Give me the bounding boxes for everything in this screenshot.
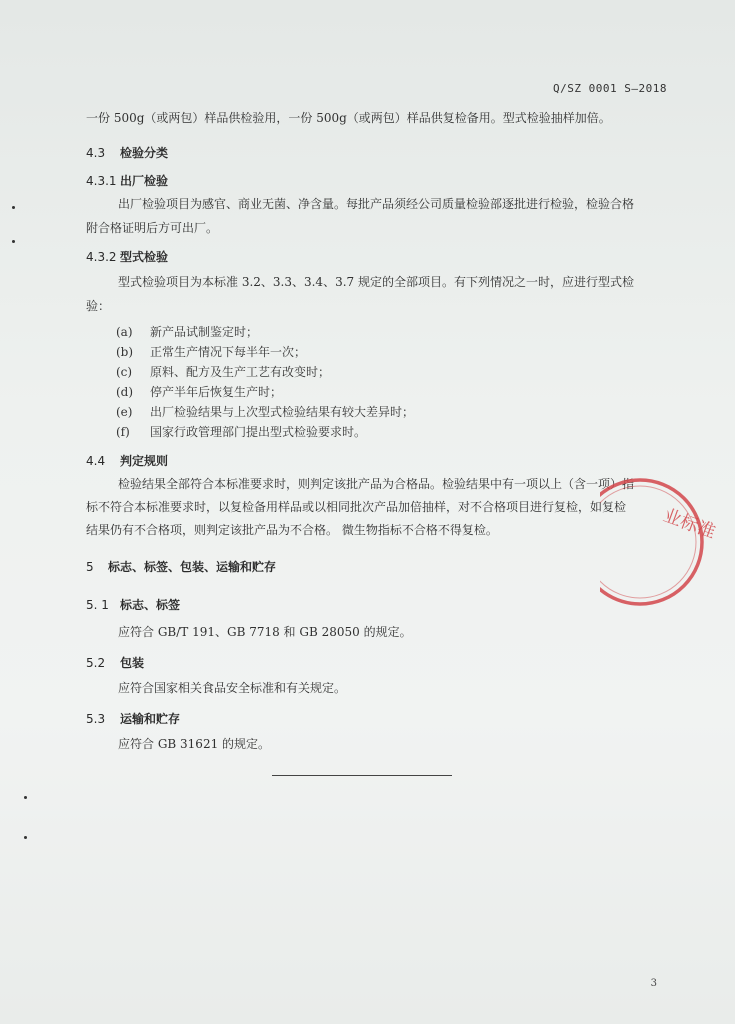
section-title: 标志、标签、包装、运输和贮存 xyxy=(108,560,277,574)
section-number: 4.4 xyxy=(86,454,106,468)
list-text: 正常生产情况下每半年一次； xyxy=(150,345,307,359)
list-item xyxy=(116,344,306,360)
paragraph-line: 应符合国家相关食品安全标准和有关规定。 xyxy=(118,681,347,695)
section-4-3-1-heading xyxy=(86,172,168,189)
section-number: 4.3.2 xyxy=(86,250,117,264)
section-title: 型式检验 xyxy=(120,250,169,264)
red-seal-stamp xyxy=(600,462,735,622)
list-marker: (a) xyxy=(116,325,133,339)
list-item xyxy=(116,324,258,340)
section-5-2-heading xyxy=(86,654,144,671)
paragraph-line: 结果仍有不合格项，则判定该批产品为不合格。 微生物指标不合格不得复检。 xyxy=(86,523,498,537)
section-4-3-heading xyxy=(86,144,168,161)
paragraph-line: 验： xyxy=(86,299,111,313)
list-item xyxy=(116,424,366,440)
section-4-4-heading xyxy=(86,452,168,469)
list-marker: (e) xyxy=(116,405,133,419)
list-text: 国家行政管理部门提出型式检验要求时。 xyxy=(150,425,367,439)
document-id: Q/SZ 0001 S—2018 xyxy=(553,82,667,95)
section-title: 检验分类 xyxy=(120,146,169,160)
paragraph-line: 应符合 GB 31621 的规定。 xyxy=(118,737,271,751)
section-title: 标志、标签 xyxy=(120,598,181,612)
scan-speck xyxy=(24,836,27,839)
section-number: 4.3 xyxy=(86,146,106,160)
paragraph-line: 应符合 GB/T 191、GB 7718 和 GB 28050 的规定。 xyxy=(118,625,412,639)
list-text: 出厂检验结果与上次型式检验结果有较大差异时； xyxy=(150,405,415,419)
paragraph-line: 型式检验项目为本标准 3.2、3.3、3.4、3.7 规定的全部项目。有下列情况之一时，应进行型式检 xyxy=(118,275,634,289)
end-rule xyxy=(272,775,452,776)
section-number: 5 xyxy=(86,560,94,574)
section-title: 判定规则 xyxy=(120,454,169,468)
paragraph-line: 出厂检验项目为感官、商业无菌、净含量。每批产品须经公司质量检验部逐批进行检验，检验合格 xyxy=(118,197,635,211)
list-text: 原料、配方及生产工艺有改变时； xyxy=(150,365,331,379)
section-5-3-heading xyxy=(86,710,180,727)
list-marker: (b) xyxy=(116,345,134,359)
scan-speck xyxy=(24,796,27,799)
list-text: 新产品试制鉴定时； xyxy=(150,325,259,339)
section-5-heading xyxy=(86,558,276,575)
page-number: 3 xyxy=(650,978,657,989)
section-title: 出厂检验 xyxy=(120,174,169,188)
list-marker: (c) xyxy=(116,365,133,379)
section-title: 运输和贮存 xyxy=(120,712,181,726)
list-item xyxy=(116,384,282,400)
list-marker: (f) xyxy=(116,425,130,439)
section-number: 4.3.1 xyxy=(86,174,117,188)
section-4-3-2-heading xyxy=(86,248,168,265)
section-5-1-heading xyxy=(86,596,180,613)
paragraph-line: 附合格证明后方可出厂。 xyxy=(86,221,219,235)
list-item xyxy=(116,404,414,420)
list-text: 停产半年后恢复生产时； xyxy=(150,385,283,399)
paragraph-line: 标不符合本标准要求时，以复检备用样品或以相同批次产品加倍抽样，对不合格项目进行复检，如复检 xyxy=(86,500,627,514)
section-title: 包装 xyxy=(120,656,145,670)
section-number: 5. 1 xyxy=(86,598,109,612)
paragraph-line: 检验结果全部符合本标准要求时，则判定该批产品为合格品。检验结果中有一项以上（含一项）指 xyxy=(118,477,635,491)
section-number: 5.3 xyxy=(86,712,106,726)
scan-speck xyxy=(12,240,15,243)
scan-speck xyxy=(12,206,15,209)
section-number: 5.2 xyxy=(86,656,106,670)
continued-text: 一份 500g（或两包）样品供检验用，一份 500g（或两包）样品供复检备用。型式检验抽样加倍。 xyxy=(86,111,611,125)
seal-text: 业标准 xyxy=(660,504,719,544)
list-item xyxy=(116,364,330,380)
list-marker: (d) xyxy=(116,385,134,399)
